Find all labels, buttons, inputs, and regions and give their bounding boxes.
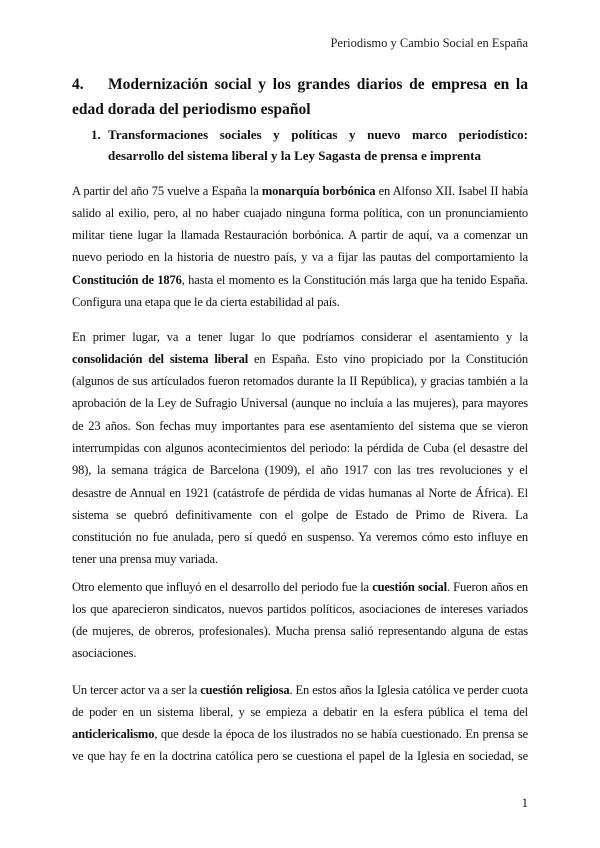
paragraph-cuestion-religiosa	[72, 679, 528, 768]
bold-term: consolidación del sistema liberal	[72, 351, 249, 366]
paragraph-text: A partir del año 75 vuelve a España la	[72, 183, 262, 198]
paragraph-text: , que desde la época de los ilustrados no se había cuestionado. En prensa se ve que hay fe en la doctrina católica pero se cuestiona el papel de la Iglesia en sociedad, se	[72, 727, 528, 764]
paragraph-text: en España. Esto vino propiciado por la Constitución (algunos de sus artículados fueron retomados durante la II República), y gracias también a la aprobación de la Ley de Sufragio Universal (aunque no incluía a las mujeres), para mayores de 23 años. Son fechas muy importantes para ese asentamiento del sistema que se vieron interrumpidas con algunos acontecimientos del periodo: la pérdida de Cuba (el desastre del 98), la semana trágica de Barcelona (1909), el año 1917 con las tres revoluciones y el desastre de Annual en 1921 (catástrofe de pérdida de vidas humanas al Norte de África). El sistema se quebró definitivamente con el golpe de Estado de Primo de Rivera. La constitución no fue anulada, pero sí quedó en suspenso. Ya veremos cómo esto influye en tener una prensa muy variada.	[72, 351, 528, 567]
paragraph-sistema-liberal	[72, 326, 528, 571]
paragraph-restauracion	[72, 180, 528, 314]
subsection-number: 1.	[91, 127, 101, 142]
bold-term: anticlericalismo	[72, 727, 155, 742]
section-number: 4.	[72, 76, 84, 93]
bold-term: cuestión social	[372, 579, 447, 594]
paragraph-cuestion-social	[72, 576, 528, 665]
paragraph-text: Un tercer actor va a ser la	[72, 682, 201, 697]
paragraph-text: En primer lugar, va a tener lugar lo que podríamos considerar el asentamiento y la	[72, 329, 528, 344]
subsection-heading	[91, 124, 528, 166]
paragraph-text: en Alfonso XII. Isabel II había salido al exilio, pero, al no haber cuajado ninguna forma política, con un pronunciamiento militar tiene lugar la llamada Restauración borbónica. A partir de aquí, va a comenzar un nuevo periodo en la historia de nuestro país, y va a fijar las pautas del comportamiento la	[72, 183, 528, 265]
subsection-title: Transformaciones sociales y políticas y nuevo marco periodístico: desarrollo del sistema liberal y la Ley Sagasta de prensa e imprenta	[108, 127, 528, 163]
section-title: Modernización social y los grandes diarios de empresa en la edad dorada del periodismo español	[72, 76, 528, 118]
paragraph-text: , hasta el momento es la Constitución más larga que ha tenido España. Configura una etapa que le da cierta estabilidad al país.	[72, 272, 528, 309]
paragraph-text: . Fueron años en los que aparecieron sindicatos, nuevos partidos políticos, asociaciones de intereses variados (de mujeres, de obreros, profesionales). Mucha prensa salió representando alguna de estas asociaciones.	[72, 579, 528, 661]
section-heading	[72, 72, 528, 122]
paragraph-text: . En estos años la Iglesia católica ve perder cuota de poder en un sistema liberal, y se empieza a debatir en la esfera pública el tema del	[72, 682, 528, 719]
paragraph-text: Otro elemento que influyó en el desarrollo del periodo fue la	[72, 579, 373, 594]
bold-term: monarquía borbónica	[261, 183, 376, 198]
bold-term: cuestión religiosa	[200, 682, 290, 697]
bold-term: Constitución de 1876	[72, 272, 182, 287]
running-header: Periodismo y Cambio Social en España	[330, 36, 528, 50]
page-number: 1	[521, 796, 528, 810]
